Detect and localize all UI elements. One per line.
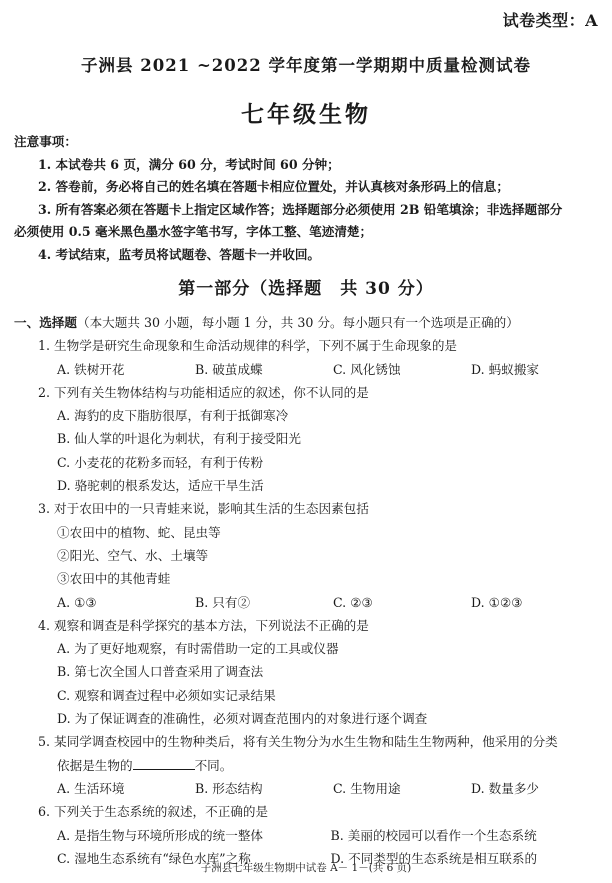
option-a: A. 是指生物与环境所形成的统一整体: [57, 827, 264, 843]
option-a: A. ①③: [57, 594, 97, 610]
option-a: A. 铁树开花: [57, 361, 125, 377]
question-stem-continuation: [14, 754, 604, 777]
note-item-continuation: 必须使用 0.5 毫米黑色墨水签字笔书写，字体工整、笔迹清楚；: [14, 224, 373, 239]
question-list: [14, 311, 604, 870]
note-item: 1. 本试卷共 6 页，满分 60 分，考试时间 60 分钟；: [38, 156, 340, 172]
answer-blank: [133, 758, 195, 770]
question-sub-item: ②阳光、空气、水、土壤等: [57, 547, 209, 563]
option-d: D. 数量多少: [471, 780, 540, 796]
notes-section: [14, 131, 602, 266]
section-heading: [14, 311, 604, 334]
option-c: C. 小麦花的花粉多而轻，有利于传粉: [57, 454, 264, 470]
option-c: C. 湿地生态系统有“绿色水库”之称: [57, 850, 251, 866]
section-label: 一、选择题: [14, 315, 77, 330]
option-c: C. 观察和调查过程中必须如实记录结果: [57, 687, 276, 703]
question-stem: 2. 下列有关生物体结构与功能相适应的叙述，你不认同的是: [38, 384, 369, 400]
option-d: D. 不同类型的生态系统是相互联系的: [330, 850, 538, 866]
option-c: C. 风化锈蚀: [333, 361, 401, 377]
page-footer: 子洲县七年级生物期中试卷 A－ 1－(共 6 页): [200, 862, 412, 874]
part-title: 第一部分（选择题 共 30 分）: [178, 279, 434, 299]
option-c: C. ②③: [333, 594, 373, 610]
note-item: 4. 考试结束，监考员将试题卷、答题卡一并收回。: [38, 246, 321, 262]
option-a: A. 为了更好地观察，有时需借助一定的工具或仪器: [57, 641, 339, 657]
exam-title: 子洲县 2021 ~2022 学年度第一学期期中质量检测试卷: [81, 56, 531, 75]
question-stem: 3. 对于农田中的一只青蛙来说，影响其生活的生态因素包括: [38, 501, 369, 517]
option-row: [14, 591, 604, 614]
option-d: D. ①②③: [471, 594, 523, 610]
paper-type-label: 试卷类型：A: [502, 11, 598, 30]
option-row: [14, 358, 604, 381]
question-sub-item: ①农田中的植物、蛇、昆虫等: [57, 524, 221, 540]
option-row: [14, 777, 604, 800]
option-row: [14, 824, 604, 847]
option-b: B. 破茧成蝶: [195, 361, 263, 377]
option-d: D. 为了保证调查的准确性，必须对调查范围内的对象进行逐个调查: [57, 711, 428, 727]
option-b: B. 美丽的校园可以看作一个生态系统: [330, 827, 537, 843]
subject-title: 七年级生物: [241, 101, 371, 128]
option-a: A. 海豹的皮下脂肪很厚，有利于抵御寒冷: [57, 408, 289, 424]
stem-text: 不同。: [194, 757, 233, 773]
notes-heading: 注意事项：: [14, 134, 77, 149]
section-instruction: （本大题共 30 小题，每小题 1 分，共 30 分。每小题只有一个选项是正确的）: [76, 315, 519, 330]
question-stem: 5. 某同学调查校园中的生物种类后，将有关生物分为水生生物和陆生生物两种，他采用的分类: [38, 734, 558, 750]
question-sub-item: ③农田中的其他青蛙: [57, 571, 171, 587]
question-stem: 6. 下列关于生态系统的叙述，不正确的是: [38, 804, 269, 820]
stem-text: 依据是生物的: [57, 757, 133, 773]
option-b: B. 只有②: [195, 594, 251, 610]
option-d: D. 骆驼刺的根系发达，适应干旱生活: [57, 478, 264, 494]
note-item: 2. 答卷前，务必将自己的姓名填在答题卡相应位置处，并认真核对条形码上的信息；: [38, 179, 509, 194]
option-b: B. 形态结构: [195, 780, 263, 796]
option-d: D. 蚂蚁搬家: [471, 361, 540, 377]
option-b: B. 仙人掌的叶退化为刺状，有利于接受阳光: [57, 431, 301, 447]
option-c: C. 生物用途: [333, 780, 401, 796]
question-stem: 1. 生物学是研究生命现象和生命活动规律的科学，下列不属于生命现象的是: [38, 338, 458, 354]
option-a: A. 生活环境: [57, 780, 125, 796]
note-item: 3. 所有答案必须在答题卡上指定区域作答；选择题部分必须使用 2B 铅笔填涂；非选择题部分: [38, 201, 563, 217]
option-b: B. 第七次全国人口普查采用了调查法: [57, 664, 264, 680]
question-stem: 4. 观察和调查是科学探究的基本方法，下列说法不正确的是: [38, 617, 369, 633]
